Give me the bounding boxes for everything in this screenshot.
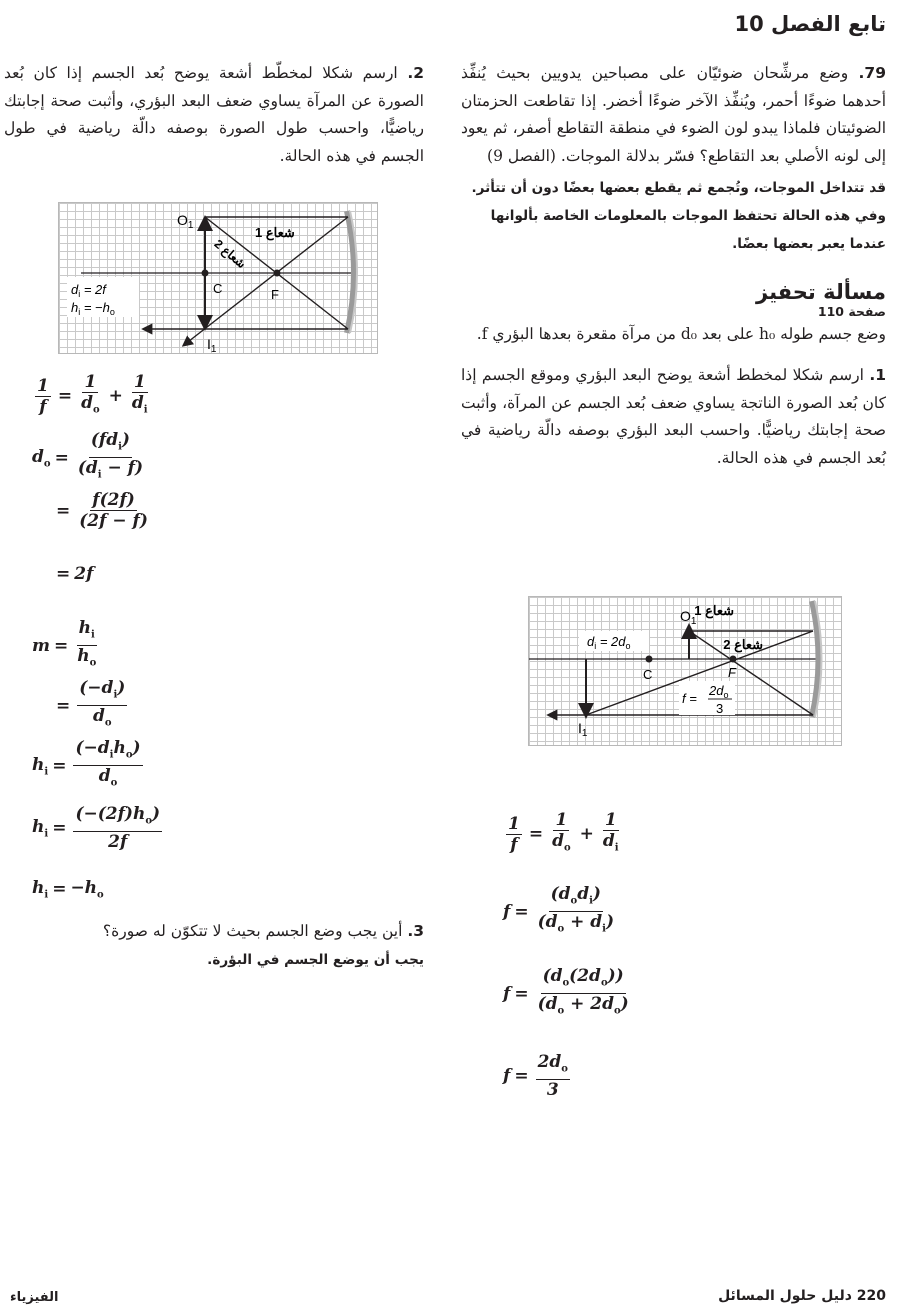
equation-l2: $d_o$ = $\frac{(fd_i)}{(d_i - f)}$ [32,430,143,481]
equation-l7: $h_i$ = $\frac{(-d_ih_o)}{d_o}$ [32,738,141,789]
focal-point [730,656,737,663]
image-label: $I_1$ [578,720,588,739]
focus-label: F [271,287,279,302]
page-footer-right [718,1288,886,1304]
ray-diagram-2-svg [59,203,377,353]
equation-r2: f = $\frac{(d_od_i)}{(d_o + d_i)}$ [503,884,615,935]
object-label: $O_1$ [177,212,194,231]
question-number: 2. [407,64,424,82]
center-point [646,656,653,663]
ray-diagram-1-svg [529,597,841,745]
ray-2-label: شعاع 2 [723,637,763,652]
question-text: وضع مرشِّحان ضوئيّان على مصباحين يدويين بحيث يُنفِّذ أحدهما ضوءًا أحمر، ويُنفِّذ الآخر ضوءًا أخضر. إذا تقاطعت الحزمتان الضوئيتان فلماذا يبدو لون الضوء في منطقة التقاطع أصفر، ثم يعود إلى لونه الأصلي بعد التقاطع؟ فسّر بدلالة الموجات. (الفصل 9) [461,64,886,165]
chapter-title: تابع الفصل 10 [734,12,886,36]
equation-l4: = 2f [56,564,94,584]
question-79 [461,60,886,170]
question-text: ارسم شكلا لمخطّط أشعة يوضح بُعد الجسم إذا كان بُعد الصورة عن المرآة يساوي ضعف البعد البؤري، وأثبت صحة إجابتك رياضيًّا، واحسب طول الصورة بوصفه دالّة رياضية في طول الجسم في هذه الحالة. [4,64,424,165]
equation-l5: m = $\frac{h_i}{h_o}$ [32,618,97,669]
object-label: $O_1$ [680,608,697,627]
ray-diagram-1 [528,596,842,746]
ray-2-label: شعاع 2 [211,236,249,272]
image-label: $I_1$ [207,336,217,353]
question-1 [461,362,886,472]
equation-r3: f = $\frac{(d_o(2d_o))}{(d_o + 2d_o)}$ [503,966,629,1017]
f-denominator: 3 [716,701,724,716]
question-number: 1. [869,366,887,384]
guide-title: دليل حلول المسائل [718,1288,852,1304]
f-label: f = [682,691,697,706]
center-point [202,270,209,277]
question-2 [4,60,424,170]
question-text: ارسم شكلا لمخطط أشعة يوضح البعد البؤري وموقع الجسم إذا كان بُعد الصورة الناتجة يساوي ضعف بُعد الجسم عن المرآة، وأثبت صحة إجابتك رياضيًّا. واحسب البعد البؤري بوصفه دالّة رياضية في بُعد الجسم في هذه الحالة. [461,366,886,467]
focus-label: F [728,665,736,680]
equation-l3: = $\frac{f(2f)}{(2f - f)}$ [56,490,148,531]
equation-r1: $\frac{1}{f}$ = $\frac{1}{d_o}$ + $\frac{1}{d_i}$ [508,810,619,855]
page-reference: صفحة 110 [817,304,886,319]
center-label: C [213,281,223,296]
question-number: 3. [407,922,424,940]
ray-1-label: شعاع 1 [255,225,295,240]
question-number: 79. [858,64,886,82]
di-label: $d_i = 2d_o$ [587,634,631,651]
section-title: مسألة تحفيز [756,280,886,304]
equation-l6: = $\frac{(-d_i)}{d_o}$ [56,678,126,729]
answer-79: قد تتداخل الموجات، وتُجمع ثم يقطع بعضها بعضًا دون أن تتأثر. وفي هذه الحالة تحتفظ الموجات بالمعلومات الخاصة بألوانها عندما يعبر بعضها بعضًا. [471,180,886,252]
right-column [461,60,886,472]
equation-l1: $\frac{1}{f}$ = $\frac{1}{d_o}$ + $\frac{1}{d_i}$ [37,372,148,417]
challenge-intro: وضع جسم طوله h₀ على بعد d₀ من مرآة مقعرة بعدها البؤري f. [476,325,886,343]
ray-1-label: شعاع 1 [694,603,734,618]
question-text: أين يجب وضع الجسم بحيث لا تتكوّن له صورة؟ [102,922,403,940]
equation-l8: $h_i$ = $\frac{(-(2f)h_o)}{2f}$ [32,804,161,853]
center-label: C [643,667,653,682]
equation-l9: $h_i$ = $-h_o$ [32,878,104,901]
equation-r4: f = $\frac{2d_o}{3}$ [503,1052,568,1101]
focal-point [274,270,281,277]
ray-diagram-2 [58,202,378,354]
page-number: 220 [856,1288,886,1304]
f-numerator: $2d_o$ [709,683,729,700]
di-label: $d_i = 2f$ [71,282,106,299]
answer-3: يجب أن يوضع الجسم في البؤرة. [207,951,424,968]
subject-label: الفيزياء [10,1290,59,1305]
left-column [4,60,424,170]
hi-label: $h_i = -h_o$ [71,300,115,317]
question-3-block [44,918,424,974]
question-3 [44,918,424,946]
